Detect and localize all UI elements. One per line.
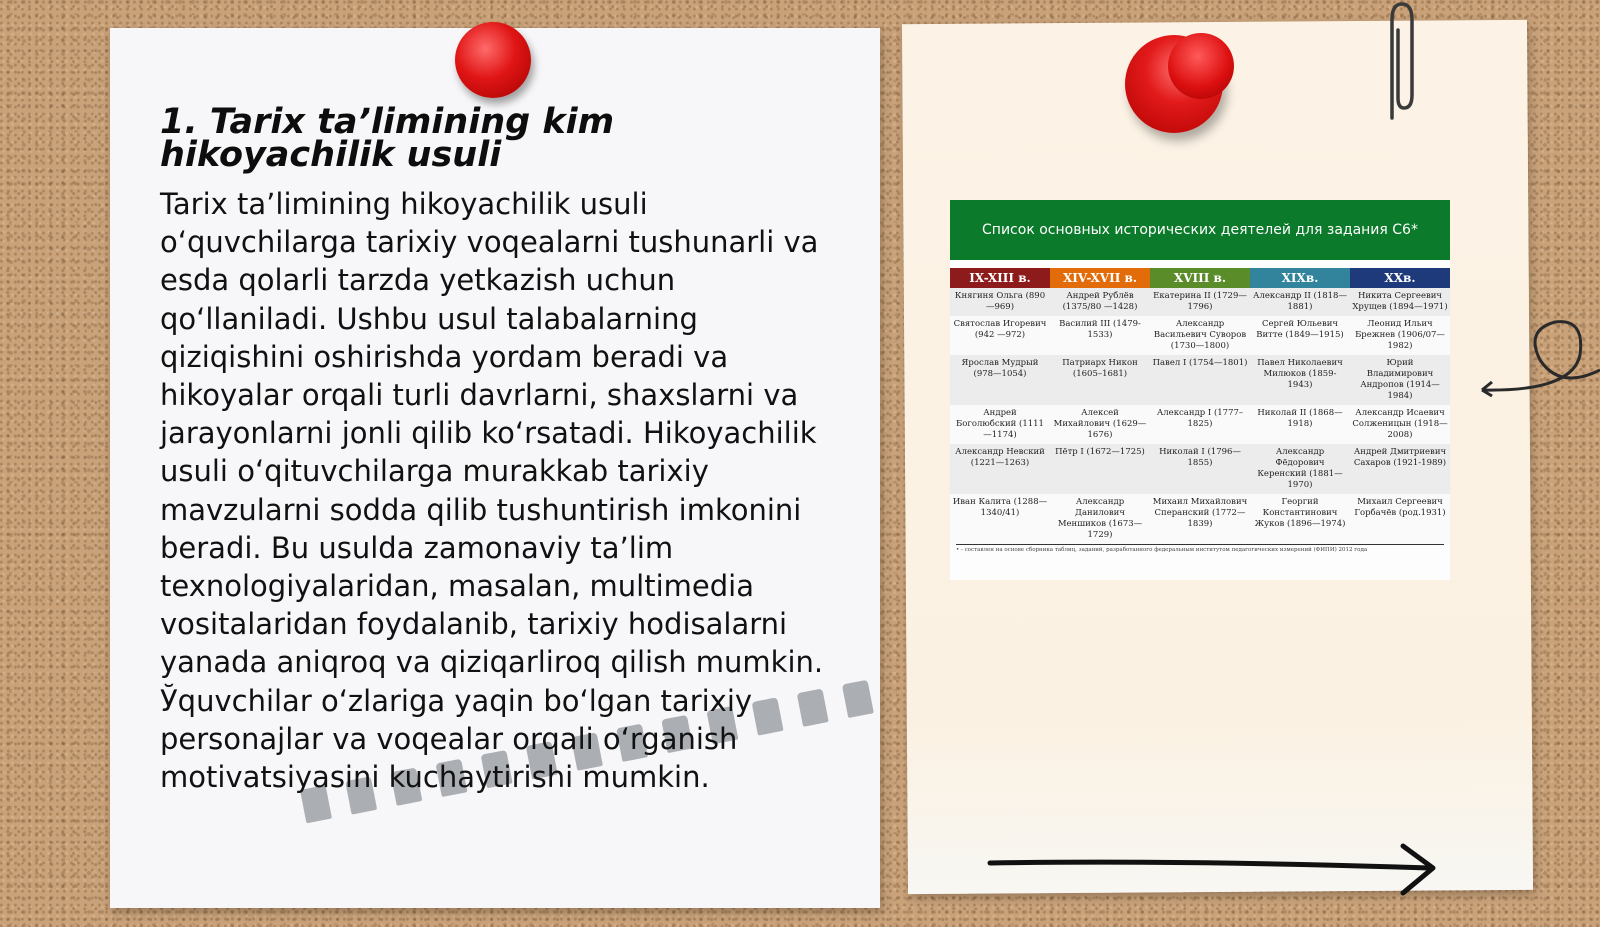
era-header: IX-XIII в. [950, 268, 1050, 288]
note-title: 1. Tarix ta’limining kim hikoyachilik usuli [160, 102, 615, 175]
table-cell: Александр II (1818—1881) [1250, 288, 1350, 316]
red-pushpin-icon [455, 22, 531, 98]
table-row [950, 494, 1450, 544]
era-header: XIV-XVII в. [1050, 268, 1150, 288]
table-cell: Княгиня Ольга (890—969) [950, 288, 1050, 316]
note-body-text: Tarix ta’limining hikoyachilik usuli oʻquvchilarga tarixiy voqealarni tushunarli va esda qolarli tarzda yetkazish uchun qoʻllaniladi. Ushbu usul talabalarning qiziqishini oshirishda yordam beradi va hikoyalar orqali turli davrlarni, shaxslarni va jarayonlarni jonli qilib koʻrsatadi. Hikoyachilik usuli oʻqituvchilarga murakkab tarixiy mavzularni sodda qilib tushuntirish imkonini beradi. Bu usulda zamonaviy ta’lim texnologiyalaridan, masalan, multimedia vositalaridan foydalanib, tarixiy hodisalarni yanada aniqroq va qiziqarliroq qilish mumkin. Ўquvchilar oʻzlariga yaqin boʻlgan tarixiy personajlar va voqealar orqali oʻrganish motivatsiyasini kuchaytirishi mumkin. [160, 187, 824, 795]
table-cell: Иван Калита (1288—1340/41) [950, 494, 1050, 544]
table-heading: Список основных исторических деятелей для задания С6* [950, 200, 1450, 260]
figures-table [950, 288, 1450, 544]
red-pushpin-head [1168, 33, 1234, 99]
string-loop-decoration [1480, 310, 1600, 410]
table-cell: Юрий Владимирович Андропов (1914—1984) [1350, 355, 1450, 405]
table-cell: Александр Исаевич Солженицын (1918—2008) [1350, 405, 1450, 444]
table-cell: Михаил Михайлович Сперанский (1772—1839) [1150, 494, 1250, 544]
historical-figures-table-image [950, 200, 1450, 580]
table-cell: Георгий Константинович Жуков (1896—1974) [1250, 494, 1350, 544]
table-row [950, 355, 1450, 405]
table-cell: Павел I (1754—1801) [1150, 355, 1250, 405]
table-cell: Никита Сергеевич Хрущев (1894—1971) [1350, 288, 1450, 316]
era-header-row [950, 268, 1450, 288]
table-row [950, 444, 1450, 494]
table-cell: Василий III (1479-1533) [1050, 316, 1150, 355]
table-cell: Андрей Боголюбский (1111—1174) [950, 405, 1050, 444]
table-cell: Александр Фёдорович Керенский (1881—1970) [1250, 444, 1350, 494]
table-cell: Александр Данилович Меншиков (1673—1729) [1050, 494, 1150, 544]
table-cell: Леонид Ильич Брежнев (1906/07—1982) [1350, 316, 1450, 355]
table-row [950, 405, 1450, 444]
table-cell: Ярослав Мудрый (978—1054) [950, 355, 1050, 405]
table-cell: Святослав Игоревич (942 —972) [950, 316, 1050, 355]
table-cell: Александр Васильевич Суворов (1730—1800) [1150, 316, 1250, 355]
era-header: XXв. [1350, 268, 1450, 288]
table-cell: Андрей Рублёв (1375/80 —1428) [1050, 288, 1150, 316]
era-header: XIXв. [1250, 268, 1350, 288]
table-row [950, 288, 1450, 316]
table-cell: Николай II (1868—1918) [1250, 405, 1350, 444]
table-cell: Пётр I (1672—1725) [1050, 444, 1150, 494]
table-cell: Патриарх Никон (1605–1681) [1050, 355, 1150, 405]
era-header: XVIII в. [1150, 268, 1250, 288]
table-cell: Александр I (1777–1825) [1150, 405, 1250, 444]
table-cell: Павел Николаевич Милюков (1859-1943) [1250, 355, 1350, 405]
table-cell: Алексей Михайлович (1629—1676) [1050, 405, 1150, 444]
table-cell: Сергей Юльевич Витте (1849—1915) [1250, 316, 1350, 355]
table-cell: Екатерина II (1729—1796) [1150, 288, 1250, 316]
paperclip-icon [1380, 0, 1420, 125]
table-cell: Михаил Сергеевич Горбачёв (род.1931) [1350, 494, 1450, 544]
table-cell: Андрей Дмитриевич Сахаров (1921-1989) [1350, 444, 1450, 494]
table-footnote: • - составлен на основе сборника таблиц, заданий, разработанного федеральным институтом педагогических измерений (ФИПИ) 2012 года [956, 544, 1444, 553]
arrow-right-icon [985, 838, 1455, 898]
table-cell: Александр Невский (1221—1263) [950, 444, 1050, 494]
table-row [950, 316, 1450, 355]
table-cell: Николай I (1796—1855) [1150, 444, 1250, 494]
